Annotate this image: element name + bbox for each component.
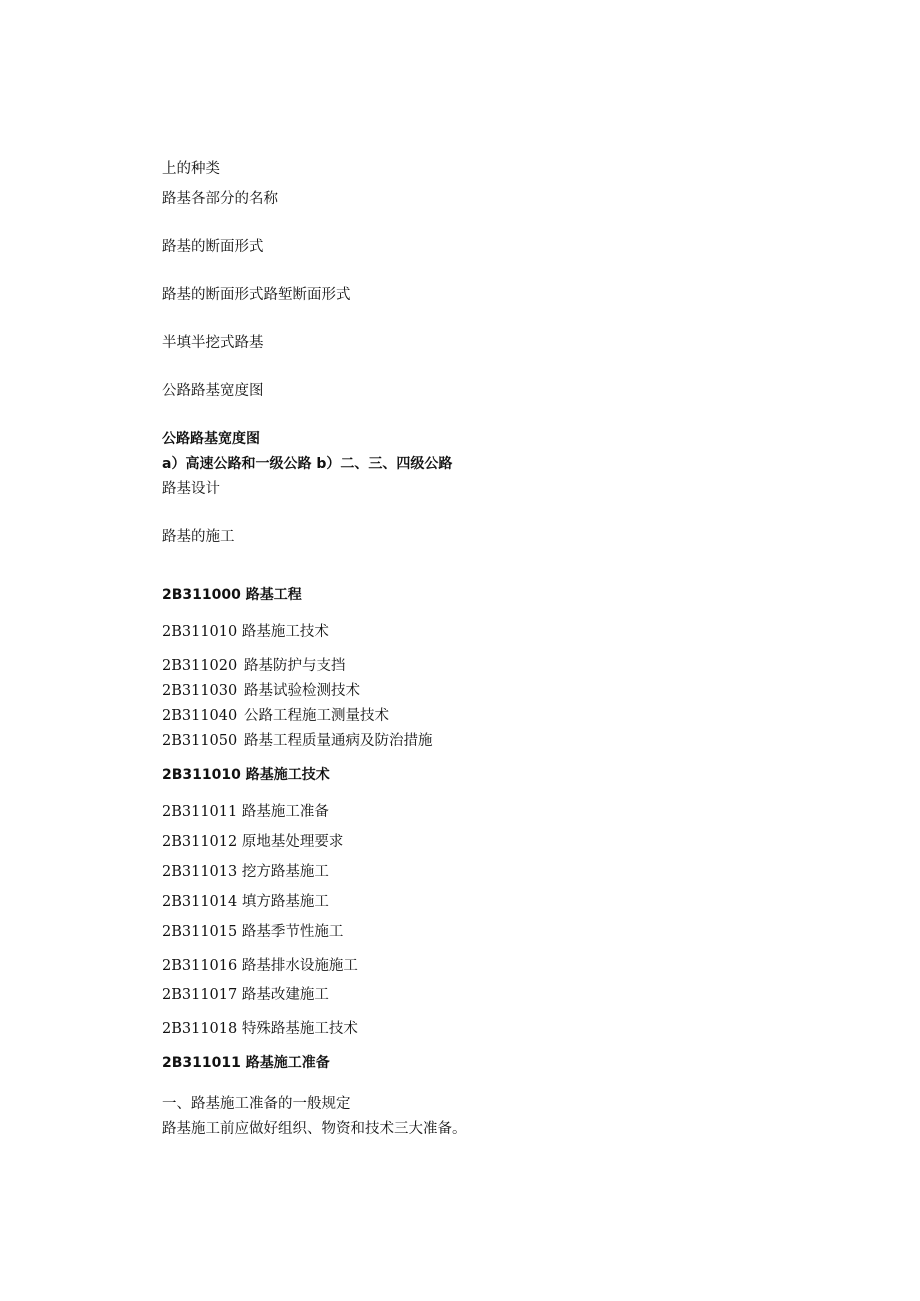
text-line: 路基的施工 [162,529,235,545]
subsection-item: 2B311018 特殊路基施工技术 [162,1021,358,1037]
text-line: 路基设计 [162,481,220,497]
chapter-heading: 2B311000 路基工程 [162,587,302,603]
toc-title: 路基工程质量通病及防治措施 [244,733,433,749]
figure-caption: a）高速公路和一级公路 b）二、三、四级公路 [162,456,453,472]
subsection-item: 2B311012 原地基处理要求 [162,834,344,850]
toc-item [162,731,433,751]
toc-title: 路基试验检测技术 [244,683,360,699]
paragraph-text: 路基施工前应做好组织、物资和技术三大准备。 [162,1121,467,1137]
figure-title: 公路路基宽度图 [162,431,260,447]
text-line: 路基的断面形式 [162,239,264,255]
subsection-item: 2B311017 路基改建施工 [162,987,329,1003]
subsection-item: 2B311014 填方路基施工 [162,894,329,910]
subsection-item: 2B311016 路基排水设施施工 [162,958,358,974]
subsection-item: 2B311011 路基施工准备 [162,804,329,820]
toc-title: 路基防护与支挡 [244,658,346,674]
toc-code: 2B311030 [162,683,238,699]
text-line: 上的种类 [162,161,220,177]
section-heading: 2B311010 路基施工技术 [162,767,330,783]
toc-code: 2B311020 [162,658,238,674]
subsection-item: 2B311013 挖方路基施工 [162,864,329,880]
toc-item [162,706,389,726]
text-line: 路基的断面形式路堑断面形式 [162,287,351,303]
text-line: 公路路基宽度图 [162,383,264,399]
toc-code: 2B311040 [162,708,238,724]
subsection-item: 2B311015 路基季节性施工 [162,924,344,940]
toc-title: 公路工程施工测量技术 [244,708,389,724]
paragraph-heading: 一、路基施工准备的一般规定 [162,1096,351,1112]
text-line: 路基各部分的名称 [162,191,278,207]
toc-item: 2B311010 路基施工技术 [162,624,329,640]
subsection-heading: 2B311011 路基施工准备 [162,1055,330,1071]
toc-item [162,681,360,701]
toc-item [162,656,346,676]
text-line: 半填半挖式路基 [162,335,264,351]
toc-code: 2B311050 [162,733,238,749]
